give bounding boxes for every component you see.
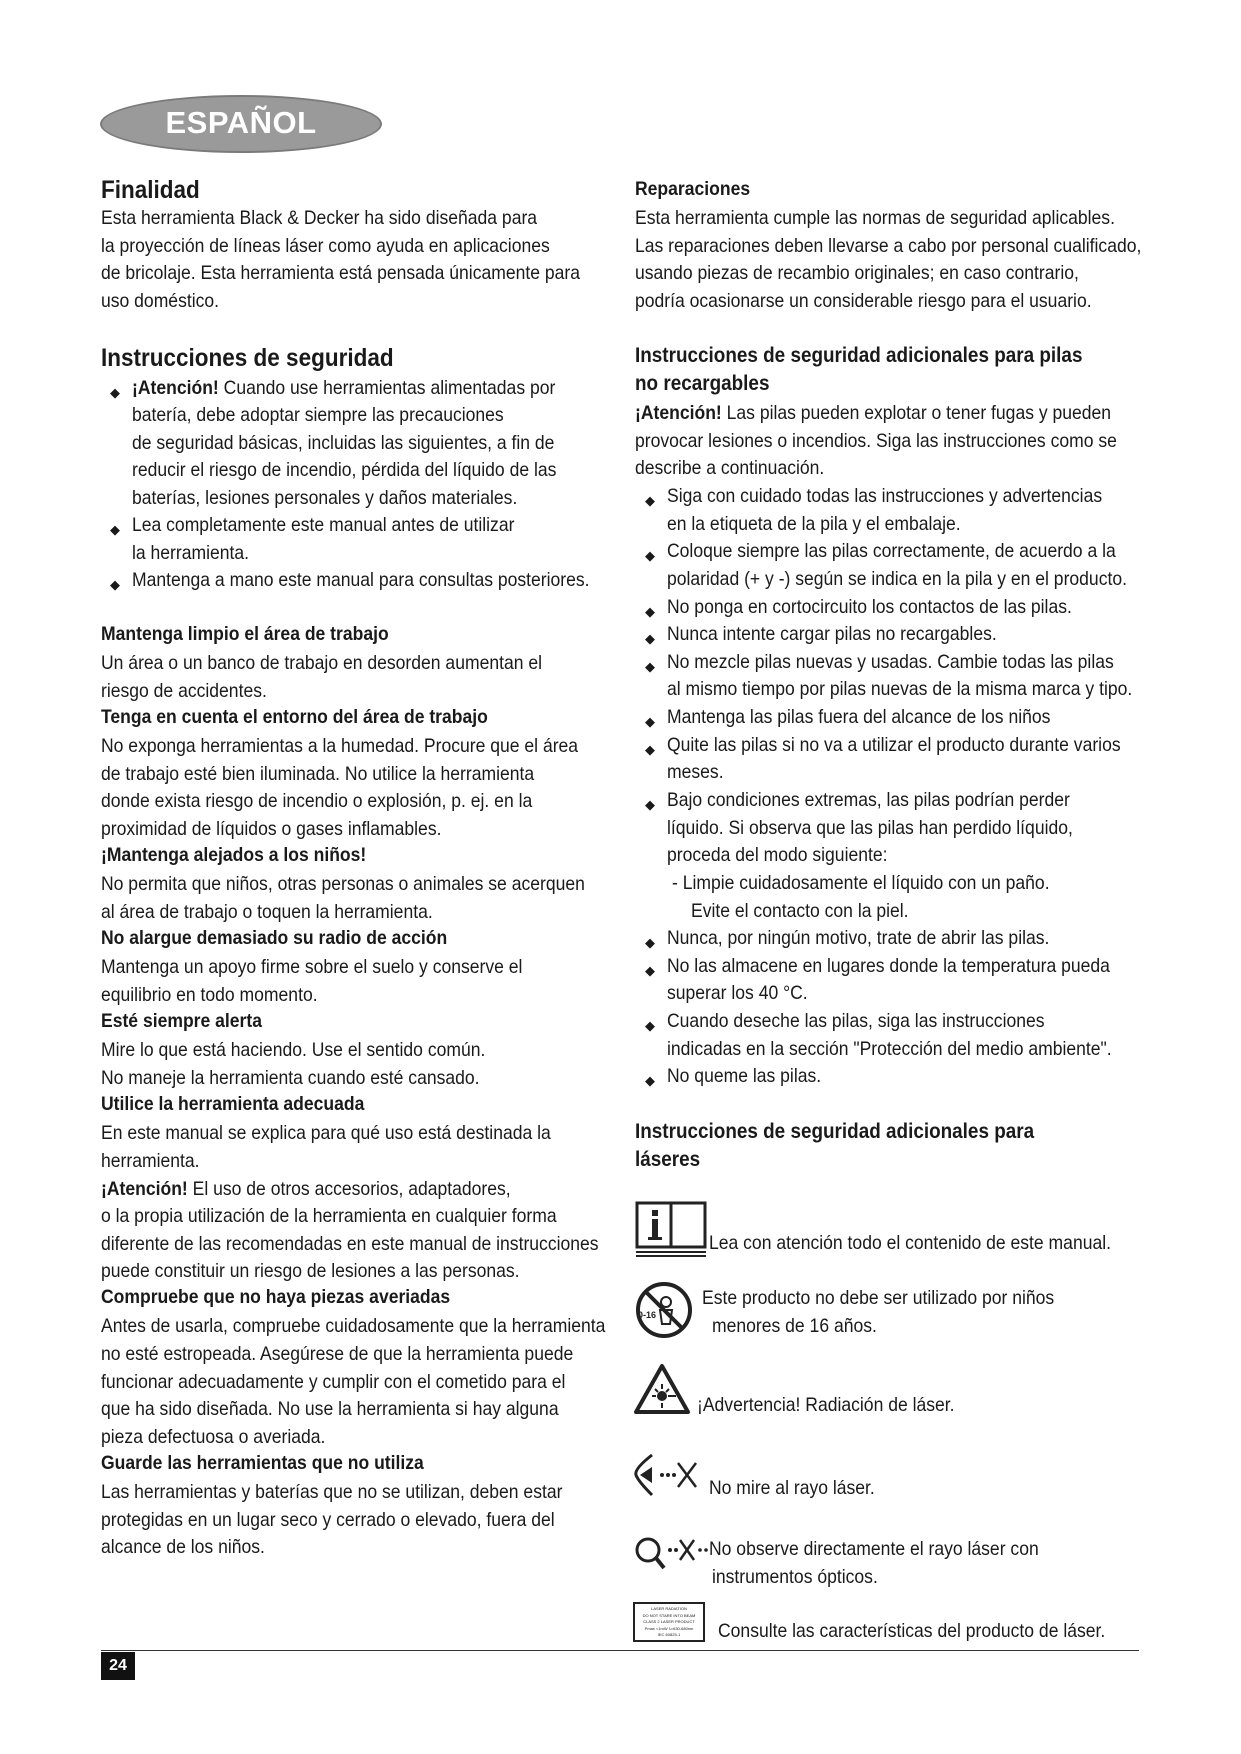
pilas-line: al mismo tiempo por pilas nuevas de la misma marca y tipo. bbox=[667, 678, 1133, 700]
section-line: Las herramientas y baterías que no se utilizan, deben estar bbox=[101, 1481, 563, 1503]
finalidad-line: Esta herramienta Black & Decker ha sido diseñada para bbox=[101, 207, 538, 229]
section-line: funcionar adecuadamente y cumplir con el cometido para el bbox=[101, 1371, 566, 1393]
section-heading: Esté siempre alerta bbox=[101, 1010, 262, 1032]
bullet-diamond-icon: ◆ bbox=[645, 742, 655, 757]
pilas-attention bbox=[635, 400, 1111, 428]
pilas-bullet: Mantenga las pilas fuera del alcance de los niños bbox=[667, 706, 1051, 728]
pilas-bullet: Quite las pilas si no va a utilizar el producto durante varios bbox=[667, 734, 1121, 756]
section-line: En este manual se explica para qué uso está destinada la bbox=[101, 1122, 551, 1144]
seguridad-line: reducir el riesgo de incendio, pérdida del líquido de las bbox=[132, 459, 557, 481]
read-manual-icon bbox=[634, 1200, 710, 1260]
seguridad-bullet-3: Mantenga a mano este manual para consultas posteriores. bbox=[132, 569, 590, 591]
pilas-text: Las pilas pueden explotar o tener fugas y pueden bbox=[721, 402, 1112, 424]
pilas-line: superar los 40 °C. bbox=[667, 982, 808, 1004]
pilas-line: proceda del modo siguiente: bbox=[667, 844, 888, 866]
laser-item-text: No mire al rayo láser. bbox=[709, 1477, 875, 1499]
pilas-bullet: Coloque siempre las pilas correctamente, de acuerdo a la bbox=[667, 540, 1116, 562]
laser-item-text: No observe directamente el rayo láser con bbox=[709, 1538, 1039, 1560]
pilas-line: meses. bbox=[667, 761, 724, 783]
section-heading: Utilice la herramienta adecuada bbox=[101, 1093, 365, 1115]
pilas-title: Instrucciones de seguridad adicionales para pilas bbox=[635, 344, 1083, 367]
section-line: Antes de usarla, compruebe cuidadosamente que la herramienta bbox=[101, 1315, 606, 1337]
pilas-bullet: No mezcle pilas nuevas y usadas. Cambie todas las pilas bbox=[667, 651, 1114, 673]
reparaciones-line: usando piezas de recambio originales; en caso contrario, bbox=[635, 262, 1079, 284]
section-line: Un área o un banco de trabajo en desorden aumentan el bbox=[101, 652, 543, 674]
label-text: CLASS 2 LASER PRODUCT bbox=[643, 1619, 695, 1624]
age-label: 0-16 bbox=[638, 1310, 657, 1320]
section-line: o la propia utilización de la herramienta en cualquier forma bbox=[101, 1205, 557, 1227]
bullet-diamond-icon: ◆ bbox=[645, 659, 655, 674]
section-line: equilibrio en todo momento. bbox=[101, 984, 318, 1006]
reparaciones-line: podría ocasionarse un considerable riesgo para el usuario. bbox=[635, 290, 1092, 312]
bullet-diamond-icon: ◆ bbox=[645, 604, 655, 619]
pilas-sub-item: - Limpie cuidadosamente el líquido con un paño. bbox=[672, 872, 1050, 894]
pilas-line: polaridad (+ y -) según se indica en la pila y en el producto. bbox=[667, 568, 1127, 590]
pilas-bullet: Cuando deseche las pilas, siga las instrucciones bbox=[667, 1010, 1045, 1032]
seguridad-line: la herramienta. bbox=[132, 542, 250, 564]
section-heading: No alargue demasiado su radio de acción bbox=[101, 927, 448, 949]
bullet-diamond-icon: ◆ bbox=[645, 714, 655, 729]
finalidad-line: de bricolaje. Esta herramienta está pensada únicamente para bbox=[101, 262, 581, 284]
reparaciones-line: Esta herramienta cumple las normas de seguridad aplicables. bbox=[635, 207, 1115, 229]
pilas-line: describe a continuación. bbox=[635, 457, 825, 479]
reparaciones-line: Las reparaciones deben llevarse a cabo por personal cualificado, bbox=[635, 235, 1142, 257]
laser-item-text: instrumentos ópticos. bbox=[712, 1566, 878, 1588]
section-heading: Compruebe que no haya piezas averiadas bbox=[101, 1286, 451, 1308]
no-children-icon bbox=[634, 1280, 694, 1340]
seguridad-title: Instrucciones de seguridad bbox=[101, 344, 394, 372]
pilas-bullet: Siga con cuidado todas las instrucciones y advertencias bbox=[667, 485, 1103, 507]
label-text: DO NOT STARE INTO BEAM bbox=[642, 1612, 696, 1618]
laser-item-text: Consulte las características del producto de láser. bbox=[718, 1620, 1106, 1642]
bullet-diamond-icon: ◆ bbox=[645, 1018, 655, 1033]
seguridad-text: Cuando use herramientas alimentadas por bbox=[218, 377, 556, 399]
pilas-bullet: No queme las pilas. bbox=[667, 1065, 822, 1087]
laser-title: Instrucciones de seguridad adicionales para bbox=[635, 1120, 1035, 1143]
section-line: de trabajo esté bien iluminada. No utilice la herramienta bbox=[101, 763, 535, 785]
laser-title: láseres bbox=[635, 1148, 701, 1171]
section-line: pieza defectuosa o averiada. bbox=[101, 1426, 326, 1448]
section-heading: Guarde las herramientas que no utiliza bbox=[101, 1452, 424, 1474]
no-optical-instruments-icon bbox=[632, 1528, 712, 1578]
section-heading: ¡Mantenga alejados a los niños! bbox=[101, 844, 367, 866]
bullet-diamond-icon: ◆ bbox=[645, 963, 655, 978]
section-line: donde exista riesgo de incendio o explosión, p. ej. en la bbox=[101, 790, 533, 812]
section-line: protegidas en un lugar seco y cerrado o elevado, fuera del bbox=[101, 1509, 555, 1531]
section-line: que ha sido diseñada. No use la herramienta si hay alguna bbox=[101, 1398, 559, 1420]
pilas-line: indicadas en la sección "Protección del medio ambiente". bbox=[667, 1038, 1112, 1060]
section-line: No permita que niños, otras personas o animales se acerquen bbox=[101, 873, 585, 895]
pilas-bullet: No las almacene en lugares donde la temperatura pueda bbox=[667, 955, 1110, 977]
laser-item-text: menores de 16 años. bbox=[712, 1315, 877, 1337]
seguridad-bullet-2: Lea completamente este manual antes de utilizar bbox=[132, 514, 515, 536]
finalidad-line: uso doméstico. bbox=[101, 290, 220, 312]
seguridad-bullet-1 bbox=[132, 375, 555, 403]
laser-item-text: Este producto no debe ser utilizado por niños bbox=[702, 1287, 1055, 1309]
bullet-diamond-icon: ◆ bbox=[645, 548, 655, 563]
section-line: proximidad de líquidos o gases inflamables. bbox=[101, 818, 442, 840]
pilas-bullet: Bajo condiciones extremas, las pilas podrían perder bbox=[667, 789, 1070, 811]
finalidad-title: Finalidad bbox=[101, 176, 200, 204]
section-text: El uso de otros accesorios, adaptadores, bbox=[187, 1178, 511, 1200]
label-text: LASER RADIATION bbox=[651, 1606, 687, 1611]
section-line: alcance de los niños. bbox=[101, 1536, 265, 1558]
section-heading: Tenga en cuenta el entorno del área de trabajo bbox=[101, 706, 488, 728]
language-tab: ESPAÑOL bbox=[100, 95, 382, 153]
attention-label: ¡Atención! bbox=[101, 1178, 188, 1200]
laser-warning-icon bbox=[632, 1362, 692, 1418]
section-line: herramienta. bbox=[101, 1150, 200, 1172]
pilas-title: no recargables bbox=[635, 372, 770, 395]
finalidad-line: la proyección de líneas láser como ayuda en aplicaciones bbox=[101, 235, 550, 257]
bullet-diamond-icon: ◆ bbox=[645, 935, 655, 950]
section-line: puede constituir un riesgo de lesiones a las personas. bbox=[101, 1260, 520, 1282]
reparaciones-heading: Reparaciones bbox=[635, 178, 751, 200]
pilas-line: líquido. Si observa que las pilas han perdido líquido, bbox=[667, 817, 1073, 839]
section-line: No maneje la herramienta cuando esté cansado. bbox=[101, 1067, 480, 1089]
seguridad-line: batería, debe adoptar siempre las precauciones bbox=[132, 404, 504, 426]
bullet-diamond-icon: ◆ bbox=[110, 385, 120, 400]
pilas-sub-item: Evite el contacto con la piel. bbox=[691, 900, 909, 922]
section-heading: Mantenga limpio el área de trabajo bbox=[101, 623, 389, 645]
pilas-bullet: Nunca, por ningún motivo, trate de abrir las pilas. bbox=[667, 927, 1050, 949]
section-line: Mantenga un apoyo firme sobre el suelo y conserve el bbox=[101, 956, 523, 978]
label-text: Pmax <1mW λ=630-680nm bbox=[644, 1625, 694, 1631]
pilas-line: provocar lesiones o incendios. Siga las instrucciones como se bbox=[635, 430, 1117, 452]
section-line: diferente de las recomendadas en este manual de instrucciones bbox=[101, 1233, 599, 1255]
pilas-bullet: Nunca intente cargar pilas no recargables. bbox=[667, 623, 997, 645]
bullet-diamond-icon: ◆ bbox=[645, 631, 655, 646]
pilas-bullet: No ponga en cortocircuito los contactos de las pilas. bbox=[667, 596, 1072, 618]
section-line: No exponga herramientas a la humedad. Procure que el área bbox=[101, 735, 579, 757]
laser-item-text: ¡Advertencia! Radiación de láser. bbox=[697, 1394, 955, 1416]
seguridad-line: de seguridad básicas, incluidas las siguientes, a fin de bbox=[132, 432, 555, 454]
attention-label: ¡Atención! bbox=[635, 402, 722, 424]
section-line: Mire lo que está haciendo. Use el sentido común. bbox=[101, 1039, 486, 1061]
laser-label-icon bbox=[633, 1602, 705, 1642]
bullet-diamond-icon: ◆ bbox=[645, 493, 655, 508]
section-line: riesgo de accidentes. bbox=[101, 680, 267, 702]
seguridad-line: baterías, lesiones personales y daños materiales. bbox=[132, 487, 518, 509]
page-number: 24 bbox=[101, 1652, 135, 1680]
attention-line bbox=[101, 1176, 511, 1204]
bullet-diamond-icon: ◆ bbox=[110, 577, 120, 592]
footer-rule bbox=[101, 1650, 1139, 1651]
pilas-line: en la etiqueta de la pila y el embalaje. bbox=[667, 513, 961, 535]
bullet-diamond-icon: ◆ bbox=[110, 522, 120, 537]
bullet-diamond-icon: ◆ bbox=[645, 1073, 655, 1088]
bullet-diamond-icon: ◆ bbox=[645, 797, 655, 812]
no-stare-beam-icon bbox=[630, 1445, 702, 1501]
section-line: no esté estropeada. Asegúrese de que la herramienta puede bbox=[101, 1343, 574, 1365]
section-line: al área de trabajo o toquen la herramienta. bbox=[101, 901, 433, 923]
label-text: IEC 60825-1 bbox=[657, 1632, 681, 1637]
attention-label: ¡Atención! bbox=[132, 377, 219, 399]
laser-item-text: Lea con atención todo el contenido de este manual. bbox=[709, 1232, 1112, 1254]
